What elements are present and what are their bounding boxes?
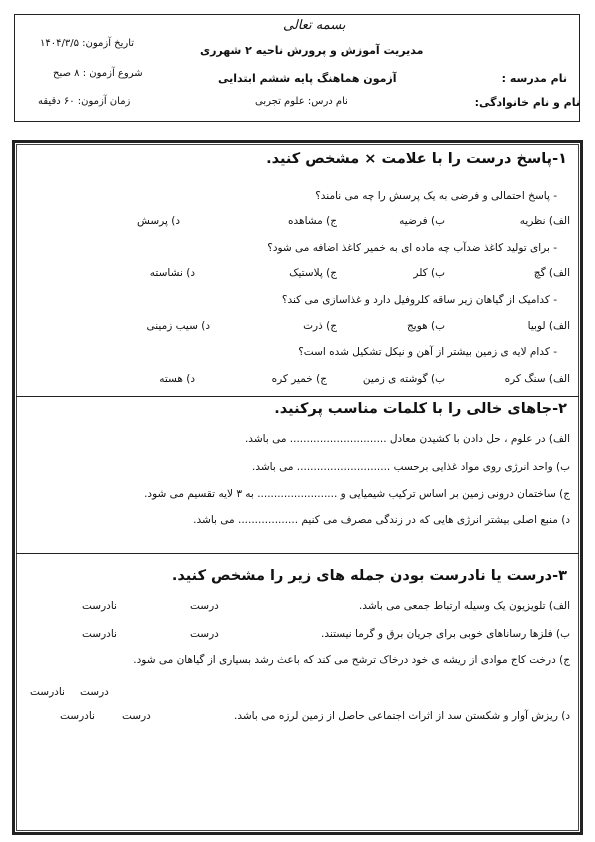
section2-title: ۲-جاهای خالی را با کلمات مناسب پرکنید. — [274, 401, 567, 417]
exam-duration: زمان آزمون: ۶۰ دقیقه — [38, 96, 131, 107]
tf-item-d: د) ریزش آوار و شکستن سد از اثرات اجتماعی حاصل از زمین لرزه می باشد. — [234, 710, 570, 722]
q2-option-a[interactable]: الف) گچ — [533, 267, 570, 279]
section-divider-1 — [16, 396, 579, 397]
q2-option-d[interactable]: د) نشاسته — [149, 267, 195, 279]
exam-start-time: شروع آزمون : ۸ صبح — [53, 68, 143, 79]
tf-a-true[interactable]: درست — [190, 600, 219, 612]
q3-option-d[interactable]: د) سیب زمینی — [146, 320, 210, 332]
q4-option-a[interactable]: الف) سنگ کره — [504, 373, 570, 385]
fill-blank-d: د) منبع اصلی بیشتر انرژی هایی که در زندگی مصرف می کنیم .................. می باشد. — [193, 514, 570, 526]
q3-text: - کدامیک از گیاهان زیر ساقه کلروفیل دارد و غذاسازی می کند؟ — [281, 294, 557, 306]
fill-blank-a: الف) در علوم ، حل دادن با کشیدن معادل ............................. می باشد. — [244, 433, 570, 445]
q1-text: - پاسخ احتمالی و فرضی به یک پرسش را چه می نامند؟ — [315, 190, 557, 202]
tf-d-true[interactable]: درست — [122, 710, 151, 722]
tf-d-false[interactable]: نادرست — [60, 710, 95, 722]
header-logo: بسمه تعالی — [283, 18, 346, 33]
fill-blank-b: ب) واحد انرژی روی مواد غذایی برحسب ............................ می باشد. — [251, 461, 570, 473]
q1-option-b[interactable]: ب) فرضیه — [399, 215, 445, 227]
q1-option-c[interactable]: ج) مشاهده — [288, 215, 337, 227]
q3-option-b[interactable]: ب) هویج — [407, 320, 445, 332]
fill-blank-c: ج) ساختمان درونی زمین بر اساس ترکیب شیمیایی و ........................ به ۳ لایه تقسیم می شود. — [144, 488, 570, 500]
q2-option-b[interactable]: ب) کلر — [413, 267, 445, 279]
q4-option-b[interactable]: ب) گوشته ی زمین — [362, 373, 445, 385]
tf-item-c: ج) درخت کاج موادی از ریشه ی خود درخاک ترشح می کند که باعث رشد بسیاری از گیاهان می شود. — [133, 654, 570, 666]
section1-title: ۱-پاسخ درست را با علامت × مشخص کنید. — [266, 151, 567, 167]
q1-option-a[interactable]: الف) نظریه — [519, 215, 570, 227]
q1-option-d[interactable]: د) پرسش — [136, 215, 180, 227]
tf-b-false[interactable]: نادرست — [82, 628, 117, 640]
section3-title: ۳-درست یا نادرست بودن جمله های زیر را مشخص کنید. — [171, 568, 567, 584]
tf-b-true[interactable]: درست — [190, 628, 219, 640]
q4-option-c[interactable]: ج) خمیر کره — [271, 373, 327, 385]
subject-label: نام درس: علوم تجربی — [255, 96, 348, 107]
student-name-label: نام و نام خانوادگی: — [474, 96, 580, 109]
tf-item-b: ب) فلزها رساناهای خوبی برای جریان برق و گرما نیستند. — [321, 628, 570, 640]
q3-option-c[interactable]: ج) ذرت — [303, 320, 337, 332]
tf-c-false[interactable]: نادرست — [30, 686, 65, 698]
section-divider-2 — [16, 553, 579, 554]
exam-date: تاریخ آزمون: ۱۴۰۴/۳/۵ — [40, 38, 135, 49]
tf-c-true[interactable]: درست — [80, 686, 109, 698]
header-org: مدیریت آموزش و پرورش ناحیه ۲ شهرری — [200, 44, 424, 57]
q4-option-d[interactable]: د) هسته — [159, 373, 195, 385]
tf-a-false[interactable]: نادرست — [82, 600, 117, 612]
q2-option-c[interactable]: ج) پلاستیک — [289, 267, 337, 279]
q3-option-a[interactable]: الف) لوبیا — [527, 320, 570, 332]
header-exam-title: آزمون هماهنگ پایه ششم ابتدایی — [218, 72, 397, 85]
q4-text: - کدام لایه ی زمین بیشتر از آهن و نیکل تشکیل شده است؟ — [298, 346, 557, 358]
school-name-label: نام مدرسه : — [501, 72, 567, 85]
tf-item-a: الف) تلویزیون یک وسیله ارتباط جمعی می باشد. — [358, 600, 570, 612]
q2-text: - برای تولید کاغذ ضدآب چه ماده ای به خمیر کاغذ اضافه می شود؟ — [267, 242, 557, 254]
